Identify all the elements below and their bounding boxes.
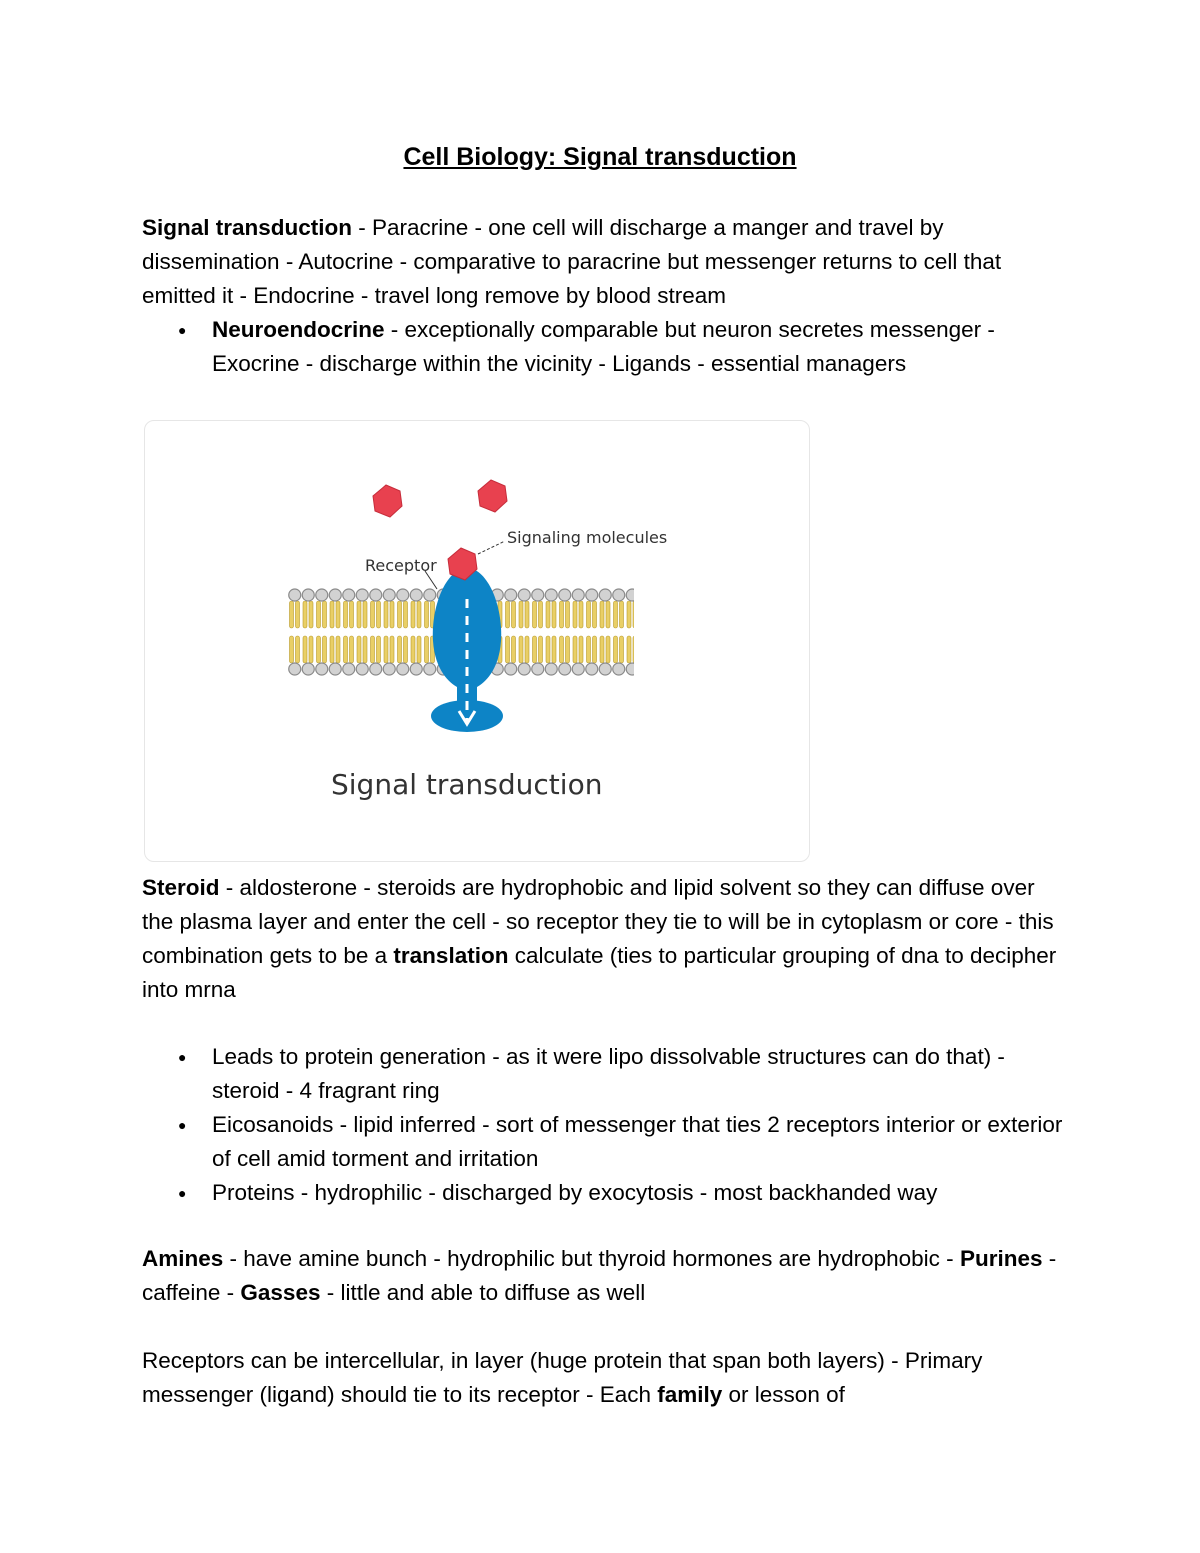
list-item: ● Eicosanoids - lipid inferred - sort of messenger that ties 2 receptors interior or exterior of cell amid torment and irritation [142, 1108, 1072, 1176]
figure-caption: Signal transduction [331, 768, 603, 801]
list-item: ● Leads to protein generation - as it were lipo dissolvable structures can do that) - steroid - 4 fragrant ring [142, 1040, 1072, 1108]
signaling-leader-line [478, 541, 505, 554]
paragraph-steroid [142, 871, 1072, 1007]
paragraph-text: Receptors can be intercellular, in layer (huge protein that span both layers) - Primary messenger (ligand) should tie to its receptor - Each [142, 1348, 983, 1407]
paragraph-text: or lesson of [722, 1382, 845, 1407]
signaling-molecule [373, 485, 402, 517]
paragraph-signal-transduction [142, 211, 1072, 313]
bullet-list-neuroendocrine [142, 313, 1072, 381]
receptor-protein [431, 567, 503, 732]
term-neuroendocrine: Neuroendocrine [212, 317, 385, 342]
paragraph-amines [142, 1242, 1072, 1310]
term-signal-transduction: Signal transduction [142, 215, 353, 240]
signaling-molecule [478, 480, 507, 512]
paragraph-text: - Paracrine - one cell will discharge a manger and travel by dissemination - Autocrine - comparative to paracrine but messenger returns to cell that emitted it - Endocrine - travel long remove by blood stream [142, 215, 1002, 308]
signal-transduction-figure [144, 420, 810, 862]
term-steroid: Steroid [142, 875, 220, 900]
paragraph-text: - have amine bunch - hydrophilic but thyroid hormones are hydrophobic - [223, 1246, 960, 1271]
paragraph-text: - aldosterone - steroids are hydrophobic and lipid solvent so they can diffuse over the plasma layer and enter the cell - so receptor they tie to will be in cytoplasm or core - this combination gets to be a [142, 875, 1054, 968]
paragraph-text: - caffeine - [142, 1246, 1057, 1305]
term-family: family [657, 1382, 723, 1407]
label-signaling-molecules: Signaling molecules [507, 528, 668, 547]
paragraph-text: calculate (ties to particular grouping of dna to decipher into mrna [142, 943, 1057, 1002]
signal-transduction-diagram [145, 421, 809, 861]
paragraph-text: - little and able to diffuse as well [320, 1280, 646, 1305]
term-purines: Purines [959, 1246, 1043, 1271]
label-receptor: Receptor [365, 556, 437, 575]
term-amines: Amines [142, 1246, 224, 1271]
term-gasses: Gasses [240, 1280, 321, 1305]
term-translation: translation [393, 943, 509, 968]
page-title: Cell Biology: Signal transduction [403, 143, 797, 171]
list-item-text: - exceptionally comparable but neuron secretes messenger - Exocrine - discharge within the vicinity - Ligands - essential managers [212, 317, 995, 376]
bullet-list-steroid [142, 1040, 1072, 1210]
list-item: ● Proteins - hydrophilic - discharged by exocytosis - most backhanded way [142, 1176, 1072, 1210]
list-item [142, 313, 1072, 381]
paragraph-receptors [142, 1344, 1072, 1412]
